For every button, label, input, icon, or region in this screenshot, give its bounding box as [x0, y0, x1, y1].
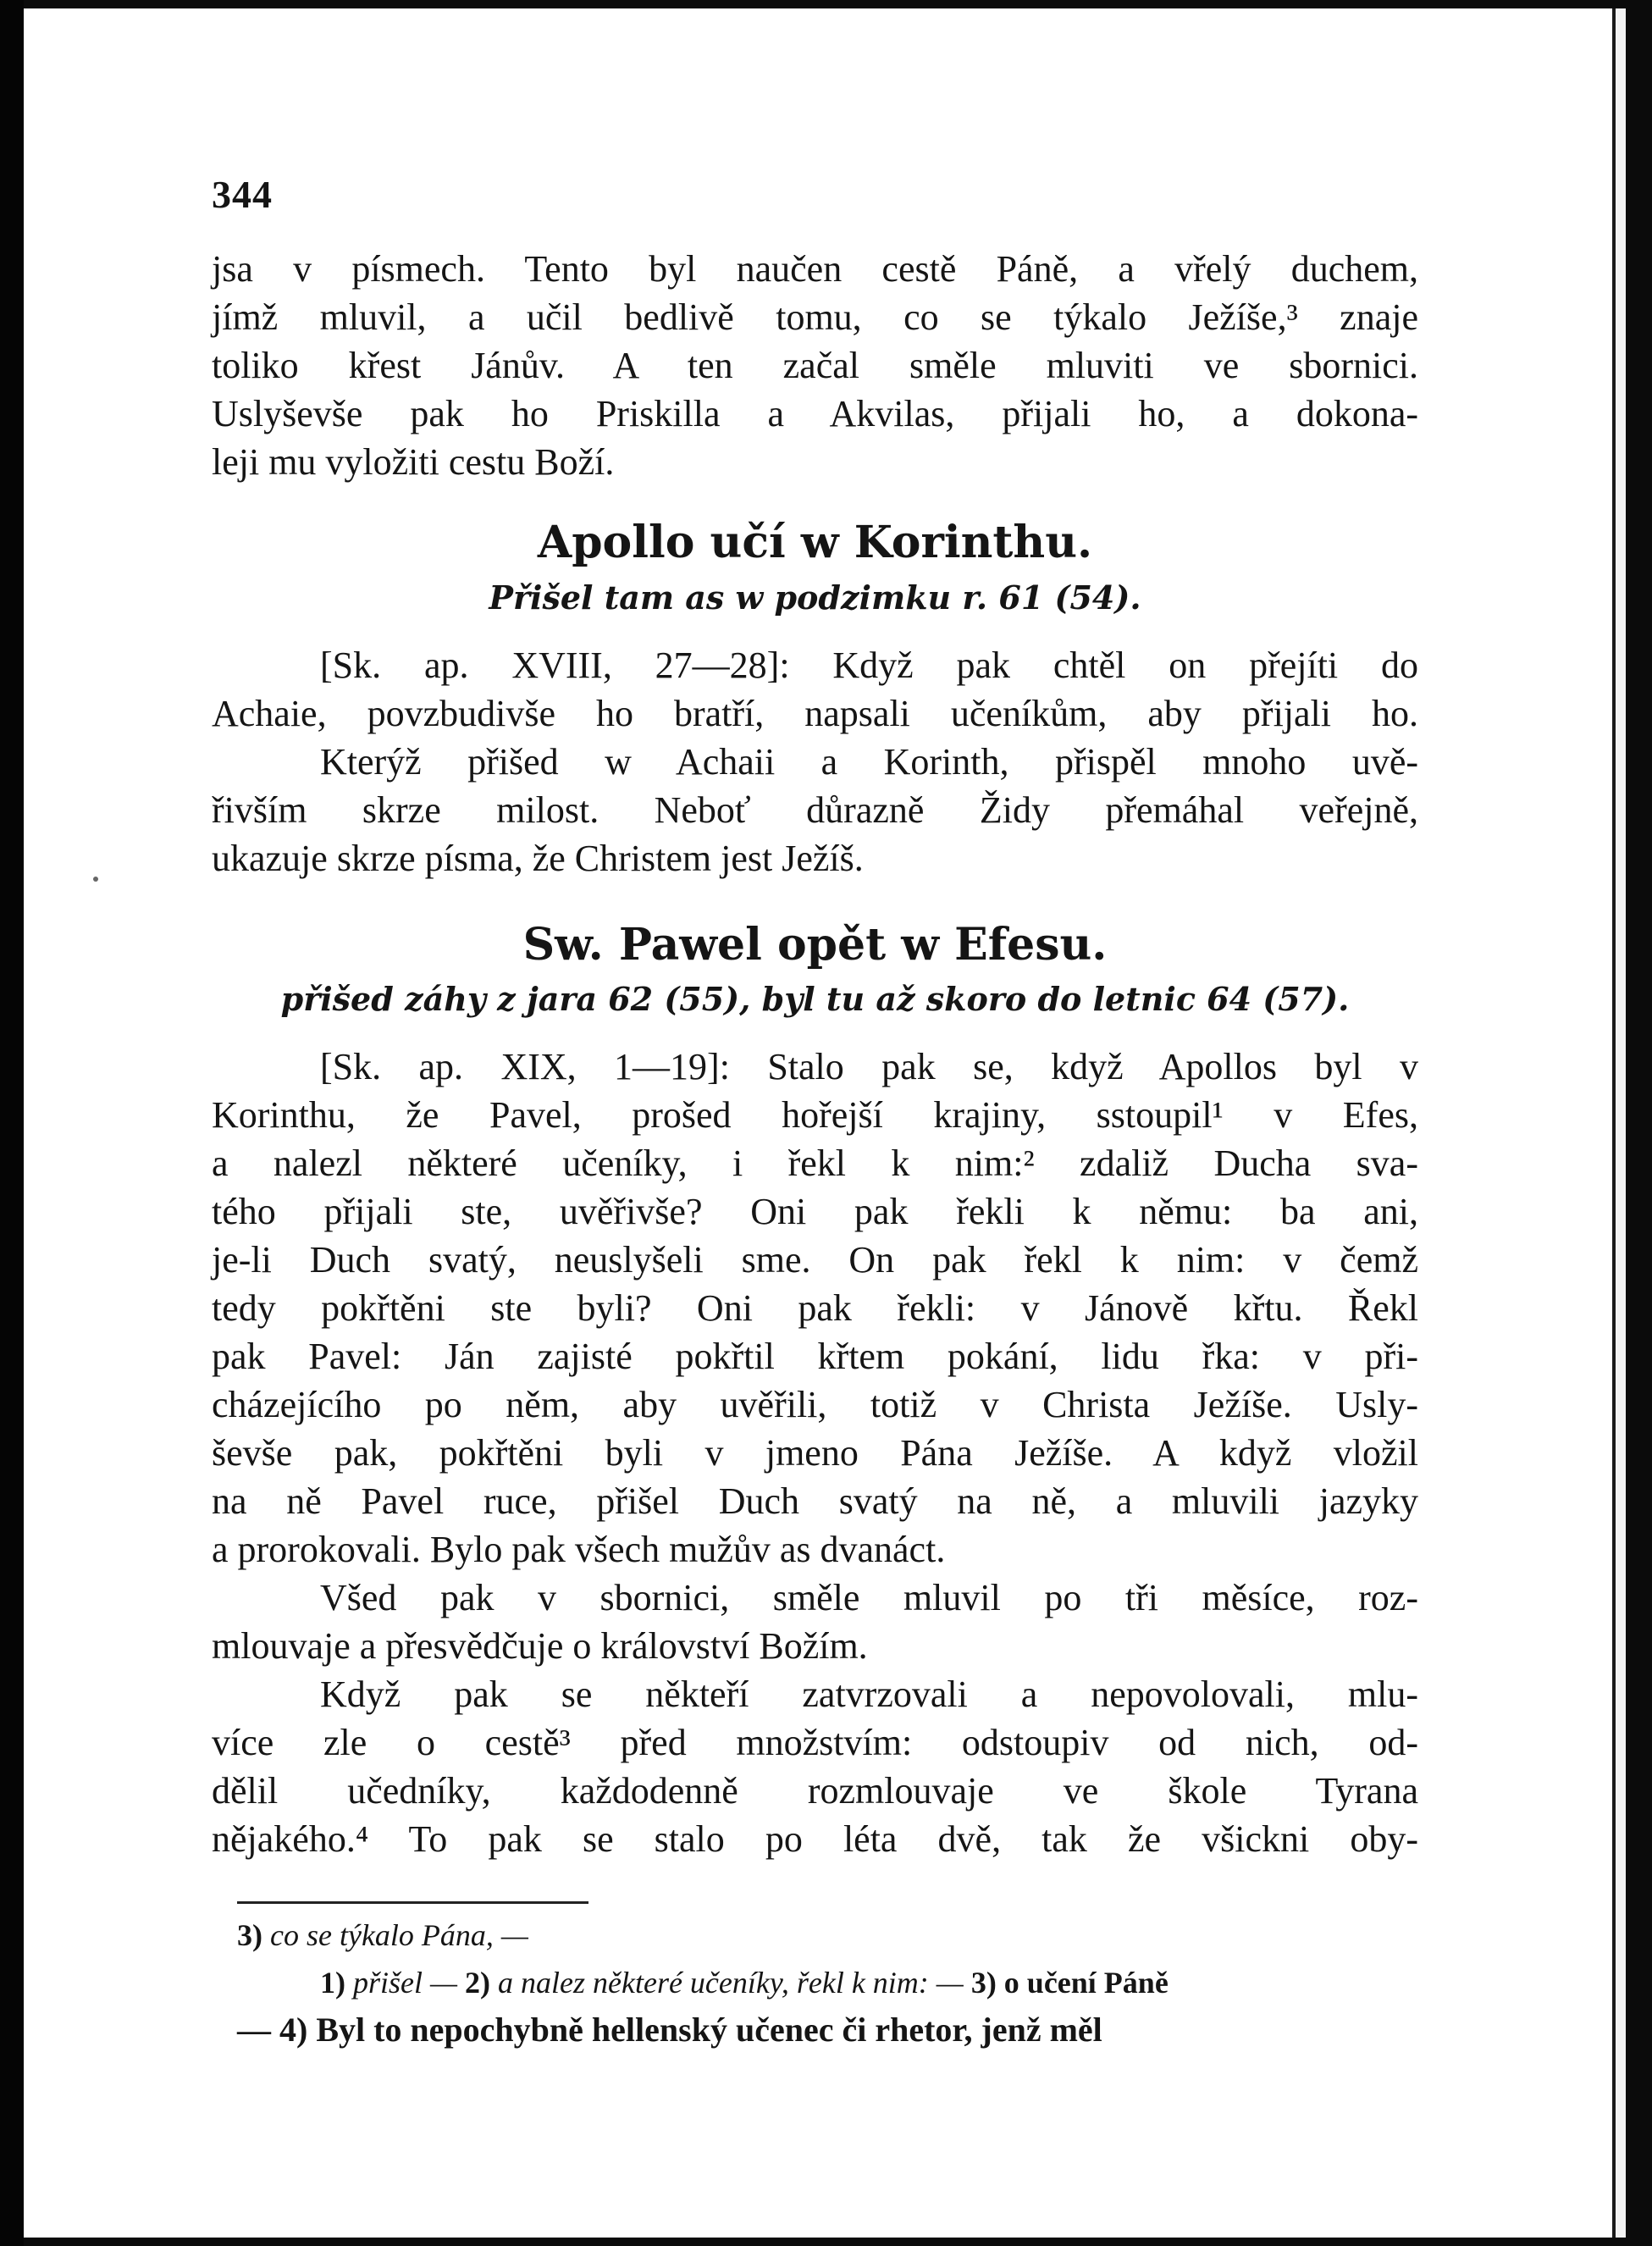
text-line: Když pak se někteří zatvrzovali a nepovolovali, mlu- — [320, 1673, 1418, 1715]
text-line: [Sk. ap. XVIII, 27—28]: Když pak chtěl on přejíti do — [320, 644, 1418, 686]
text-line: jsa v písmech. Tento byl naučen cestě Páně, a vřelý duchem, — [212, 248, 1418, 290]
text-line: více zle o cestě³ před množstvím: odstoupiv od nich, od- — [212, 1722, 1418, 1763]
text-line: ukazuje skrze písma, že Christem jest Ježíš. — [212, 838, 864, 879]
text-line: je-li Duch svatý, neuslyšeli sme. On pak řekl k nim: v čemž — [212, 1239, 1418, 1281]
text-line: na ně Pavel ruce, přišel Duch svatý na ně, a mluvili jazyky — [212, 1480, 1418, 1522]
section-heading: Apollo učí w Korinthu. — [537, 517, 1093, 568]
footnote-text: co se týkalo Pána, — — [270, 1918, 528, 1952]
section-subheading: Přišel tam as w podzimku r. 61 (54). — [489, 578, 1141, 617]
text-line: tého přijali ste, uvěřivše? Oni pak řekli k němu: ba ani, — [212, 1191, 1418, 1232]
text-line: Všed pak v sbornici, směle mluvil po tři měsíce, roz- — [320, 1577, 1418, 1618]
text-line: leji mu vyložiti cestu Boží. — [212, 441, 615, 483]
text-line: řivším skrze milost. Neboť důrazně Židy přemáhal veřejně, — [212, 789, 1418, 831]
section-heading: Sw. Pawel opět w Efesu. — [522, 919, 1108, 971]
text-line: Achaie, povzbudivše ho bratří, napsali učeníkům, aby přijali ho. — [212, 693, 1418, 734]
text-line: mlouvaje a přesvědčuje o království Božím. — [212, 1625, 868, 1667]
page-number: 344 — [212, 173, 273, 216]
text-line: ševše pak, pokřtěni byli v jmeno Pána Ježíše. A když vložil — [212, 1432, 1418, 1474]
footnote-4: — 4) Byl to nepochybně hellenský učenec či rhetor, jenž měl — [237, 2011, 1102, 2049]
text-line: cházejícího po něm, aby uvěřili, totiž v Christa Ježíše. Usly- — [212, 1384, 1418, 1425]
text-line: nějakého.⁴ To pak se stalo po léta dvě, tak že všickni oby- — [212, 1818, 1418, 1860]
text-line: dělil učedníky, každodenně rozmlouvaje ve škole Tyrana — [212, 1770, 1418, 1812]
footnote-text-bold: 3) o učení Páně — [970, 1966, 1169, 2000]
text-line: Kterýž přišed w Achaii a Korinth, přispěl mnoho uvě- — [320, 741, 1418, 783]
footnote-text: a nalez některé učeníky, řekl k nim: — — [498, 1966, 964, 2000]
text-line: Uslyševše pak ho Priskilla a Akvilas, přijali ho, a dokona- — [212, 393, 1418, 434]
scan-speck — [93, 877, 98, 882]
text-line: a nalezl některé učeníky, i řekl k nim:² zdaliž Ducha sva- — [212, 1142, 1418, 1184]
footnote-rule — [237, 1901, 588, 1904]
footnote-mark: 1) — [320, 1966, 345, 2000]
text-line: pak Pavel: Ján zajisté pokřtil křtem pokání, lidu řka: v při- — [212, 1336, 1418, 1377]
footnote-3 — [237, 1916, 1439, 1955]
text-line: [Sk. ap. XIX, 1—19]: Stalo pak se, když Apollos byl v — [320, 1046, 1418, 1087]
footnote-line — [320, 1963, 1522, 2002]
text-line: jímž mluvil, a učil bedlivě tomu, co se týkalo Ježíše,³ znaje — [212, 296, 1418, 338]
text-line: a prorokovali. Bylo pak všech mužův as dvanáct. — [212, 1529, 946, 1570]
section-subheading: přišed záhy z jara 62 (55), byl tu až skoro do letnic 64 (57). — [280, 980, 1350, 1018]
footnote-mark: 3) — [237, 1918, 262, 1952]
footnote-text: přišel — — [353, 1966, 458, 2000]
text-line: toliko křest Jánův. A ten začal směle mluviti ve sbornici. — [212, 345, 1418, 386]
footnote-mark: 2) — [465, 1966, 491, 2000]
text-line: Korinthu, že Pavel, prošed hořejší krajiny, sstoupil¹ v Efes, — [212, 1094, 1418, 1136]
text-line: tedy pokřtěni ste byli? Oni pak řekli: v Jánově křtu. Řekl — [212, 1287, 1418, 1329]
